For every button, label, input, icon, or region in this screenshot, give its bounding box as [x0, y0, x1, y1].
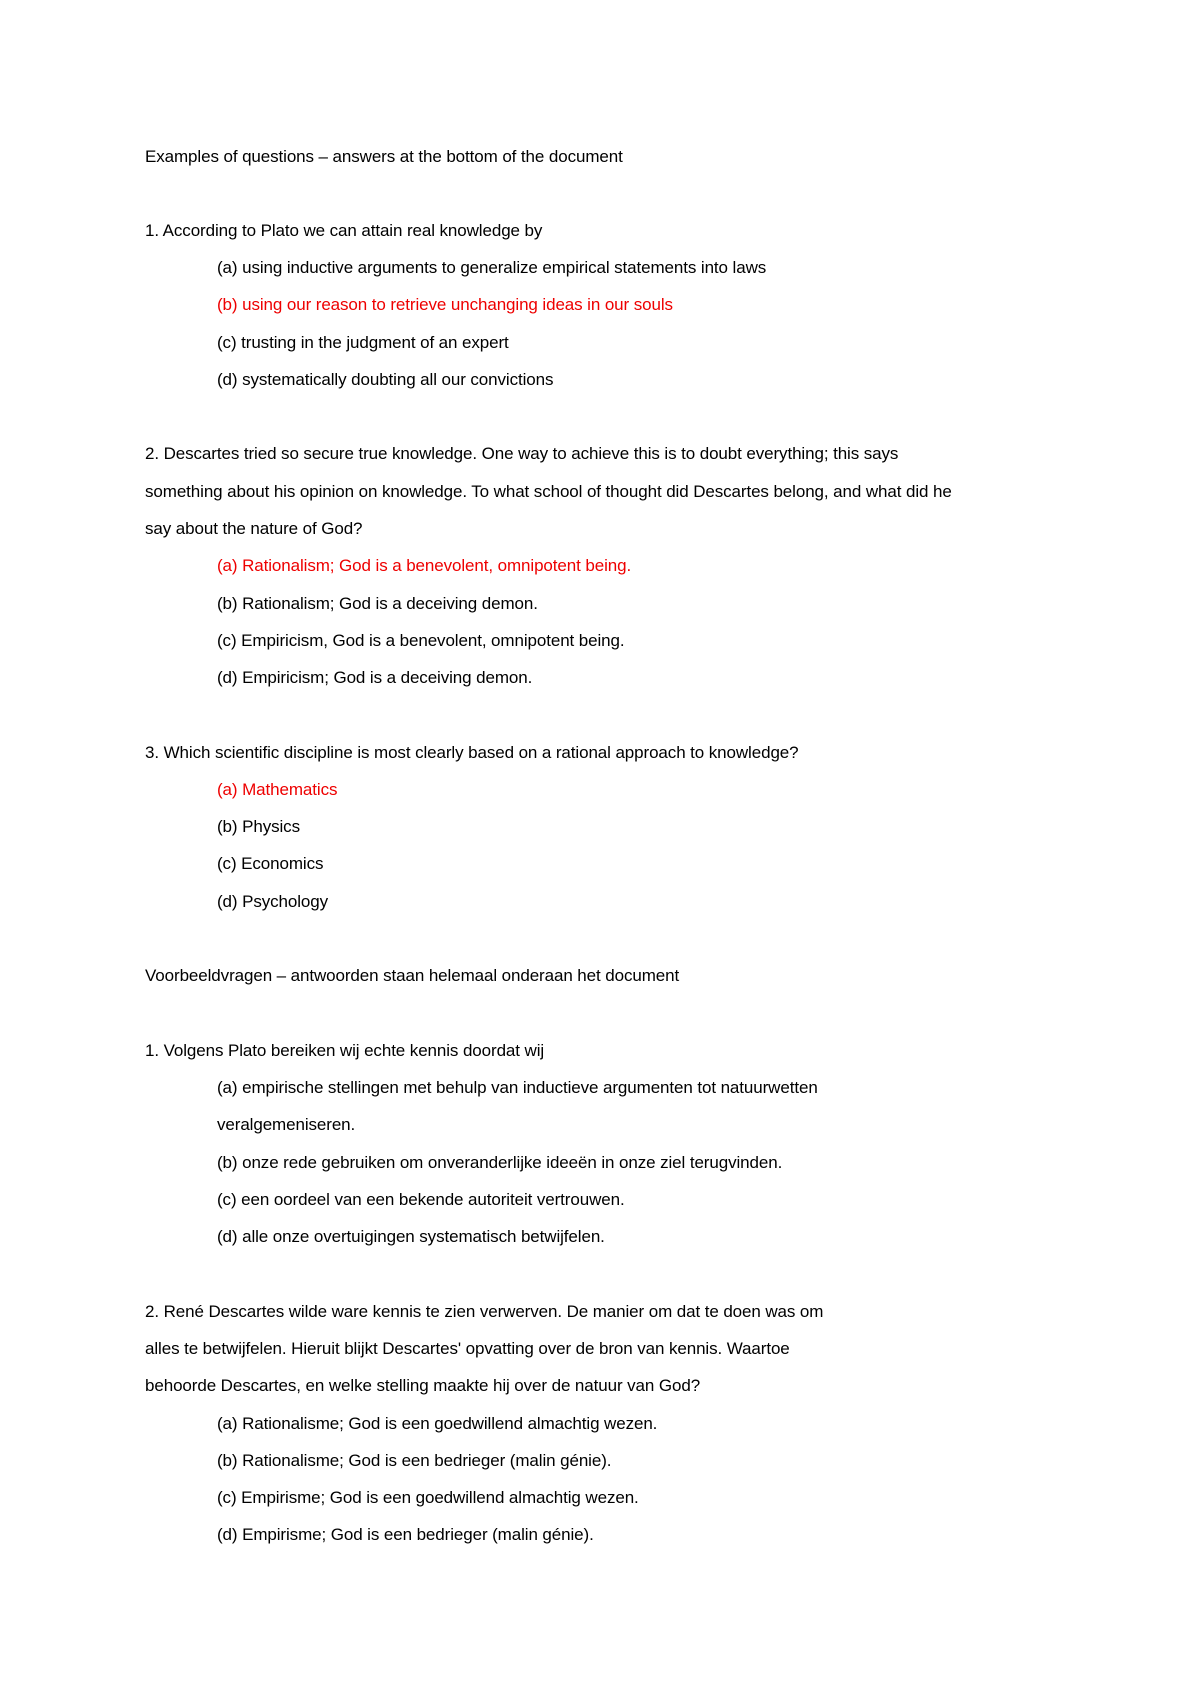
dutch-q1-option-a-continued: veralgemeniseren.	[217, 1115, 356, 1134]
dutch-q2-question-line-3: behoorde Descartes, en welke stelling maakte hij over de natuur van God?	[145, 1376, 701, 1395]
dutch-q2-question-line-1: 2. René Descartes wilde ware kennis te zien verwerven. De manier om dat te doen was om	[145, 1302, 824, 1321]
english-q1-option-c: (c) trusting in the judgment of an expert	[217, 333, 509, 352]
dutch-q2-option-d: (d) Empirisme; God is een bedrieger (malin génie).	[217, 1525, 594, 1544]
english-q2-option-a-answer: (a) Rationalism; God is a benevolent, omnipotent being.	[217, 556, 632, 575]
english-q1-option-a: (a) using inductive arguments to generalize empirical statements into laws	[217, 258, 767, 277]
english-q3-option-d: (d) Psychology	[217, 892, 329, 911]
english-q2-option-c: (c) Empiricism, God is a benevolent, omnipotent being.	[217, 631, 625, 650]
dutch-q1-option-c: (c) een oordeel van een bekende autoriteit vertrouwen.	[217, 1190, 625, 1209]
dutch-q1-option-b: (b) onze rede gebruiken om onveranderlijke ideeën in onze ziel terugvinden.	[217, 1153, 783, 1172]
english-heading: Examples of questions – answers at the bottom of the document	[145, 147, 623, 166]
english-q2-question-line-3: say about the nature of God?	[145, 519, 363, 538]
dutch-q2-question-line-2: alles te betwijfelen. Hieruit blijkt Descartes' opvatting over de bron van kennis. Waartoe	[145, 1339, 790, 1358]
english-q3-option-c: (c) Economics	[217, 854, 324, 873]
dutch-q2-option-a: (a) Rationalisme; God is een goedwillend almachtig wezen.	[217, 1414, 658, 1433]
english-q3-option-a-answer: (a) Mathematics	[217, 780, 338, 799]
dutch-heading: Voorbeeldvragen – antwoorden staan helemaal onderaan het document	[145, 966, 680, 985]
english-q3-option-b: (b) Physics	[217, 817, 300, 836]
english-q3-question: 3. Which scientific discipline is most clearly based on a rational approach to knowledge?	[145, 743, 799, 762]
english-q1-option-b-answer: (b) using our reason to retrieve unchanging ideas in our souls	[217, 295, 673, 314]
english-q2-option-d: (d) Empiricism; God is a deceiving demon.	[217, 668, 533, 687]
dutch-q2-option-c: (c) Empirisme; God is een goedwillend almachtig wezen.	[217, 1488, 639, 1507]
dutch-q1-option-d: (d) alle onze overtuigingen systematisch betwijfelen.	[217, 1227, 605, 1246]
english-q1-question: 1. According to Plato we can attain real knowledge by	[145, 221, 543, 240]
english-q2-question-line-2: something about his opinion on knowledge. To what school of thought did Descartes belong, and what did he	[145, 482, 952, 501]
english-q2-question-line-1: 2. Descartes tried so secure true knowledge. One way to achieve this is to doubt everything; this says	[145, 444, 899, 463]
dutch-q1-question: 1. Volgens Plato bereiken wij echte kennis doordat wij	[145, 1041, 545, 1060]
dutch-q1-option-a: (a) empirische stellingen met behulp van inductieve argumenten tot natuurwetten	[217, 1078, 818, 1097]
dutch-q2-option-b: (b) Rationalisme; God is een bedrieger (malin génie).	[217, 1451, 612, 1470]
english-q2-option-b: (b) Rationalism; God is a deceiving demon.	[217, 594, 538, 613]
english-q1-option-d: (d) systematically doubting all our convictions	[217, 370, 554, 389]
